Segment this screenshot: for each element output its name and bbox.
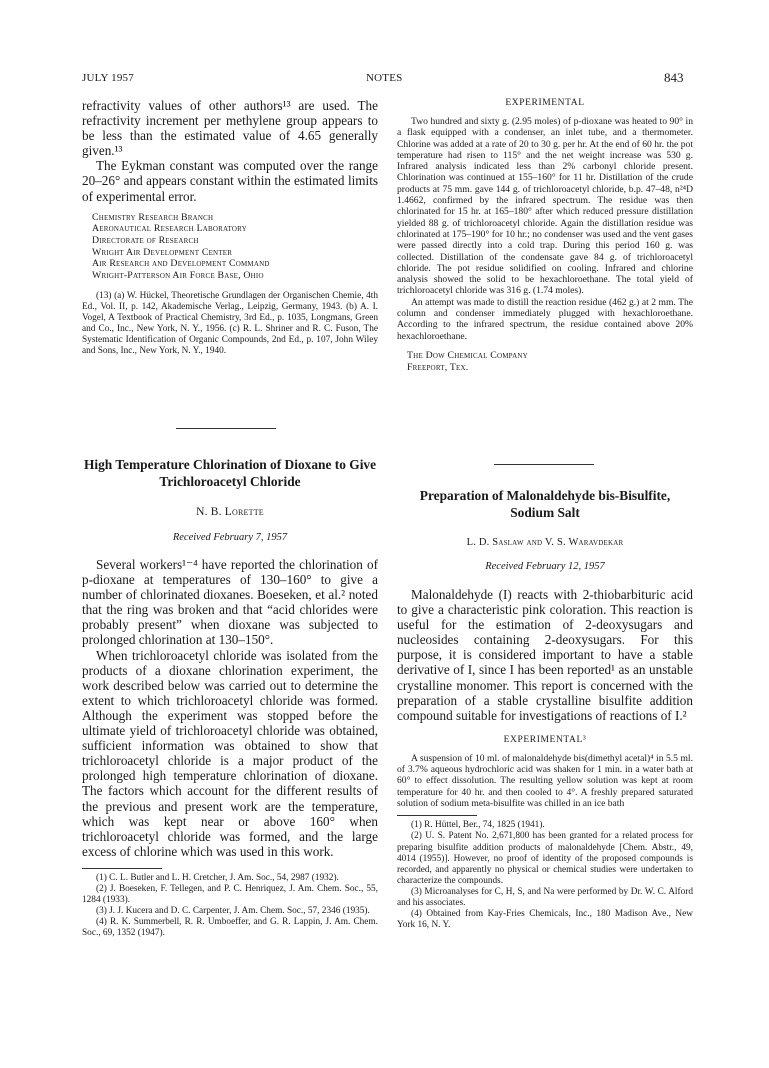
footnote-13: (13) (a) W. Hückel, Theoretische Grundlagen der Organischen Chemie, 4th Ed., Vol. II, p. 142, Akademische Verlag., Leipzig, Germany, 1943. (b) A. I. Vogel, A Textbook of Practical Chemistry, 3rd Ed., p. 1035, Longmans, Green and Co., Inc., New York, N. Y., 1956. (c) R. L. Shriner and R. C. Fuson, The Systematic Identification of Organic Compounds, 2nd Ed., p. 107, John Wiley and Sons, Inc., New York, N. Y., 1940. [82,290,378,357]
experimental-heading: EXPERIMENTAL [505,98,585,108]
affiliation-line: Directorate of Research [92,235,199,247]
footnote: (1) C. L. Butler and L. H. Cretcher, J. Am. Soc., 54, 2987 (1932). [96,872,339,883]
page-number: 843 [664,70,684,85]
section-divider [494,464,594,465]
affiliation-line: Aeronautical Research Laboratory [92,223,247,235]
body-paragraph-2: When trichloroacetyl chloride was isolated from the products of a dioxane chlorination experiment, the work described below was carried out to determine the extent to which trichloroacetyl chloride was formed. Although the experiment was stopped before the ultimate yield of trichloroacetyl chloride was obtained, sufficient information was obtained to show that trichloroacetyl chloride is a major product of the prolonged high temperature chlorination of dioxane. The factors which account for the different results of the previous and present work are the temperature, which was kept near or above 160° when trichloroacetyl chloride was formed, and the large excess of chlorine which was used in this work. [82,647,378,859]
affiliation-block [82,212,378,282]
affiliation-line: Wright-Patterson Air Force Base, Ohio [92,270,264,282]
footnote: (4) Obtained from Kay-Fries Chemicals, Inc., 180 Madison Ave., New York 16, N. Y. [397,909,693,931]
article-dioxane [82,456,378,939]
footnote-rule [397,815,477,816]
intro-paragraph-1: refractivity values of other authors¹³ are used. The refractivity increment per methylene group appears to be less than the estimated value of 4.65 generally given.¹³ [82,98,378,159]
experimental-paragraph: A suspension of 10 ml. of malonaldehyde bis(dimethyl acetal)⁴ in 5.5 ml. of 3.7% aqueous hydrochloric acid was shaken for 1 min. in a water bath at 60° to effect dissolution. The resulting yellow solution was kept at room temperature for 40 hr. and then cooled to 4°. A freshly prepared saturated solution of sodium meta-bisulfite was chilled in an ice bath [397,752,693,810]
article-title: Preparation of Malonaldehyde bis-Bisulfite, Sodium Salt [419,488,671,520]
right-column [397,98,693,374]
article-author: N. B. Lorette [196,506,264,518]
running-head-section: NOTES [366,72,403,84]
experimental-heading: EXPERIMENTAL³ [503,734,587,745]
article-title: High Temperature Chlorination of Dioxane to Give Trichloroacetyl Chloride [83,457,377,489]
footnote: (3) Microanalyses for C, H, S, and Na were performed by Dr. W. C. Alford and his associates. [397,886,693,908]
company-name: The Dow Chemical Company [407,349,528,361]
affiliation-line: Air Research and Development Command [92,258,270,270]
left-column [82,98,378,357]
affiliation-line: Wright Air Development Center [92,246,233,258]
article-authors: L. D. Saslaw and V. S. Waravdekar [466,537,624,548]
footnote: (4) R. K. Summerbell, R. R. Umboeffer, and G. R. Lappin, J. Am. Chem. Soc., 69, 1352 (1947). [82,917,378,939]
body-paragraph-1: Malonaldehyde (I) reacts with 2-thiobarbituric acid to give a characteristic pink coloration. This reaction is useful for the estimation of 2-deoxysugars and nucleosides containing 2-deoxysugars. For this purpose, it is considered important to have a stable derivative of I, since I has been reported¹ as an unstable crystalline monomer. This report is concerned with the preparation of a stable crystalline bisulfite addition compound suitable for investigations of reactions of I.² [397,587,693,723]
received-date: Received February 7, 1957 [172,532,288,543]
intro-paragraph-2: The Eykman constant was computed over the range 20–26° and appears constant within the estimated limits of experimental error. [82,158,378,204]
experimental-paragraph-1: Two hundred and sixty g. (2.95 moles) of p-dioxane was heated to 90° in a flask equipped with a condenser, an inlet tube, and a thermometer. Chlorine was added at a rate of 20 to 30 g. per hr. At the end of 60 hr. the pot temperature had risen to 115° and the net weight increase was 530 g. Infrared analysis indicated less than 2% carbonyl chloride present. Chlorination was continued at 155–160° for 11 hr. Distillation of the crude products at 75 mm. gave 144 g. of trichloroacetyl chloride, b.p. 47–48, n²⁴D 1.4662, confirmed by the infrared spectrum. The residue was then chlorinated for 15 hr. at 165–180° after which reduced pressure distillation yielded 88 g. of trichloroacetyl chloride. Again the distillation residue was chlorinated at 175–190° for 10 hr.; no condenser was used and the vent gases were passed directly into a cold trap. During this period 160 g. was collected. Distillation of the condensate gave 84 g. of trichloroacetyl chloride. The pot residue solidified on cooling. Infrared and chlorine analysis showed the solid to be hexachloroethane. The total yield of trichloroacetyl chloride was 316 g. (1.74 moles). [397,116,693,297]
section-divider [176,428,276,429]
affiliation-line: Chemistry Research Branch [92,211,214,223]
running-head-date: JULY 1957 [82,72,134,84]
footnote: (2) U. S. Patent No. 2,671,800 has been granted for a related process for preparing bisulfite addition products of malonaldehyde [Chem. Abstr., 49, 4014 (1955)]. However, no proof of identity of the proposed compounds is recorded, and apparently no physical or chemical studies were undertaken to characterize the compounds. [397,831,693,886]
footnote: (3) J. J. Kucera and D. C. Carpenter, J. Am. Chem. Soc., 57, 2346 (1935). [96,906,370,917]
footnote-rule [82,868,162,869]
company-location: Freeport, Tex. [407,361,469,373]
footnote: (1) R. Hüttel, Ber., 74, 1825 (1941). [411,820,545,831]
footnote: (2) J. Boeseken, F. Tellegen, and P. C. Henriquez, J. Am. Chem. Soc., 55, 1284 (1933). [82,883,378,906]
body-paragraph-1: Several workers¹⁻⁴ have reported the chlorination of p-dioxane at temperatures of 130–160° to give a number of chlorinated dioxanes. Boeseken, et al.² noted that the ring was broken and that “acid chlorides were probably present” when dioxane was subjected to prolonged chlorination at 130–150°. [82,557,378,648]
article-malonaldehyde [397,487,693,931]
received-date: Received February 12, 1957 [485,561,605,572]
company-block [397,350,693,374]
experimental-paragraph-2: An attempt was made to distill the reaction residue (462 g.) at 2 mm. The column and condenser immediately plugged with hexachloroethane. According to the infrared spectrum, the residue contained above 20% hexachloroethane. [397,296,693,342]
